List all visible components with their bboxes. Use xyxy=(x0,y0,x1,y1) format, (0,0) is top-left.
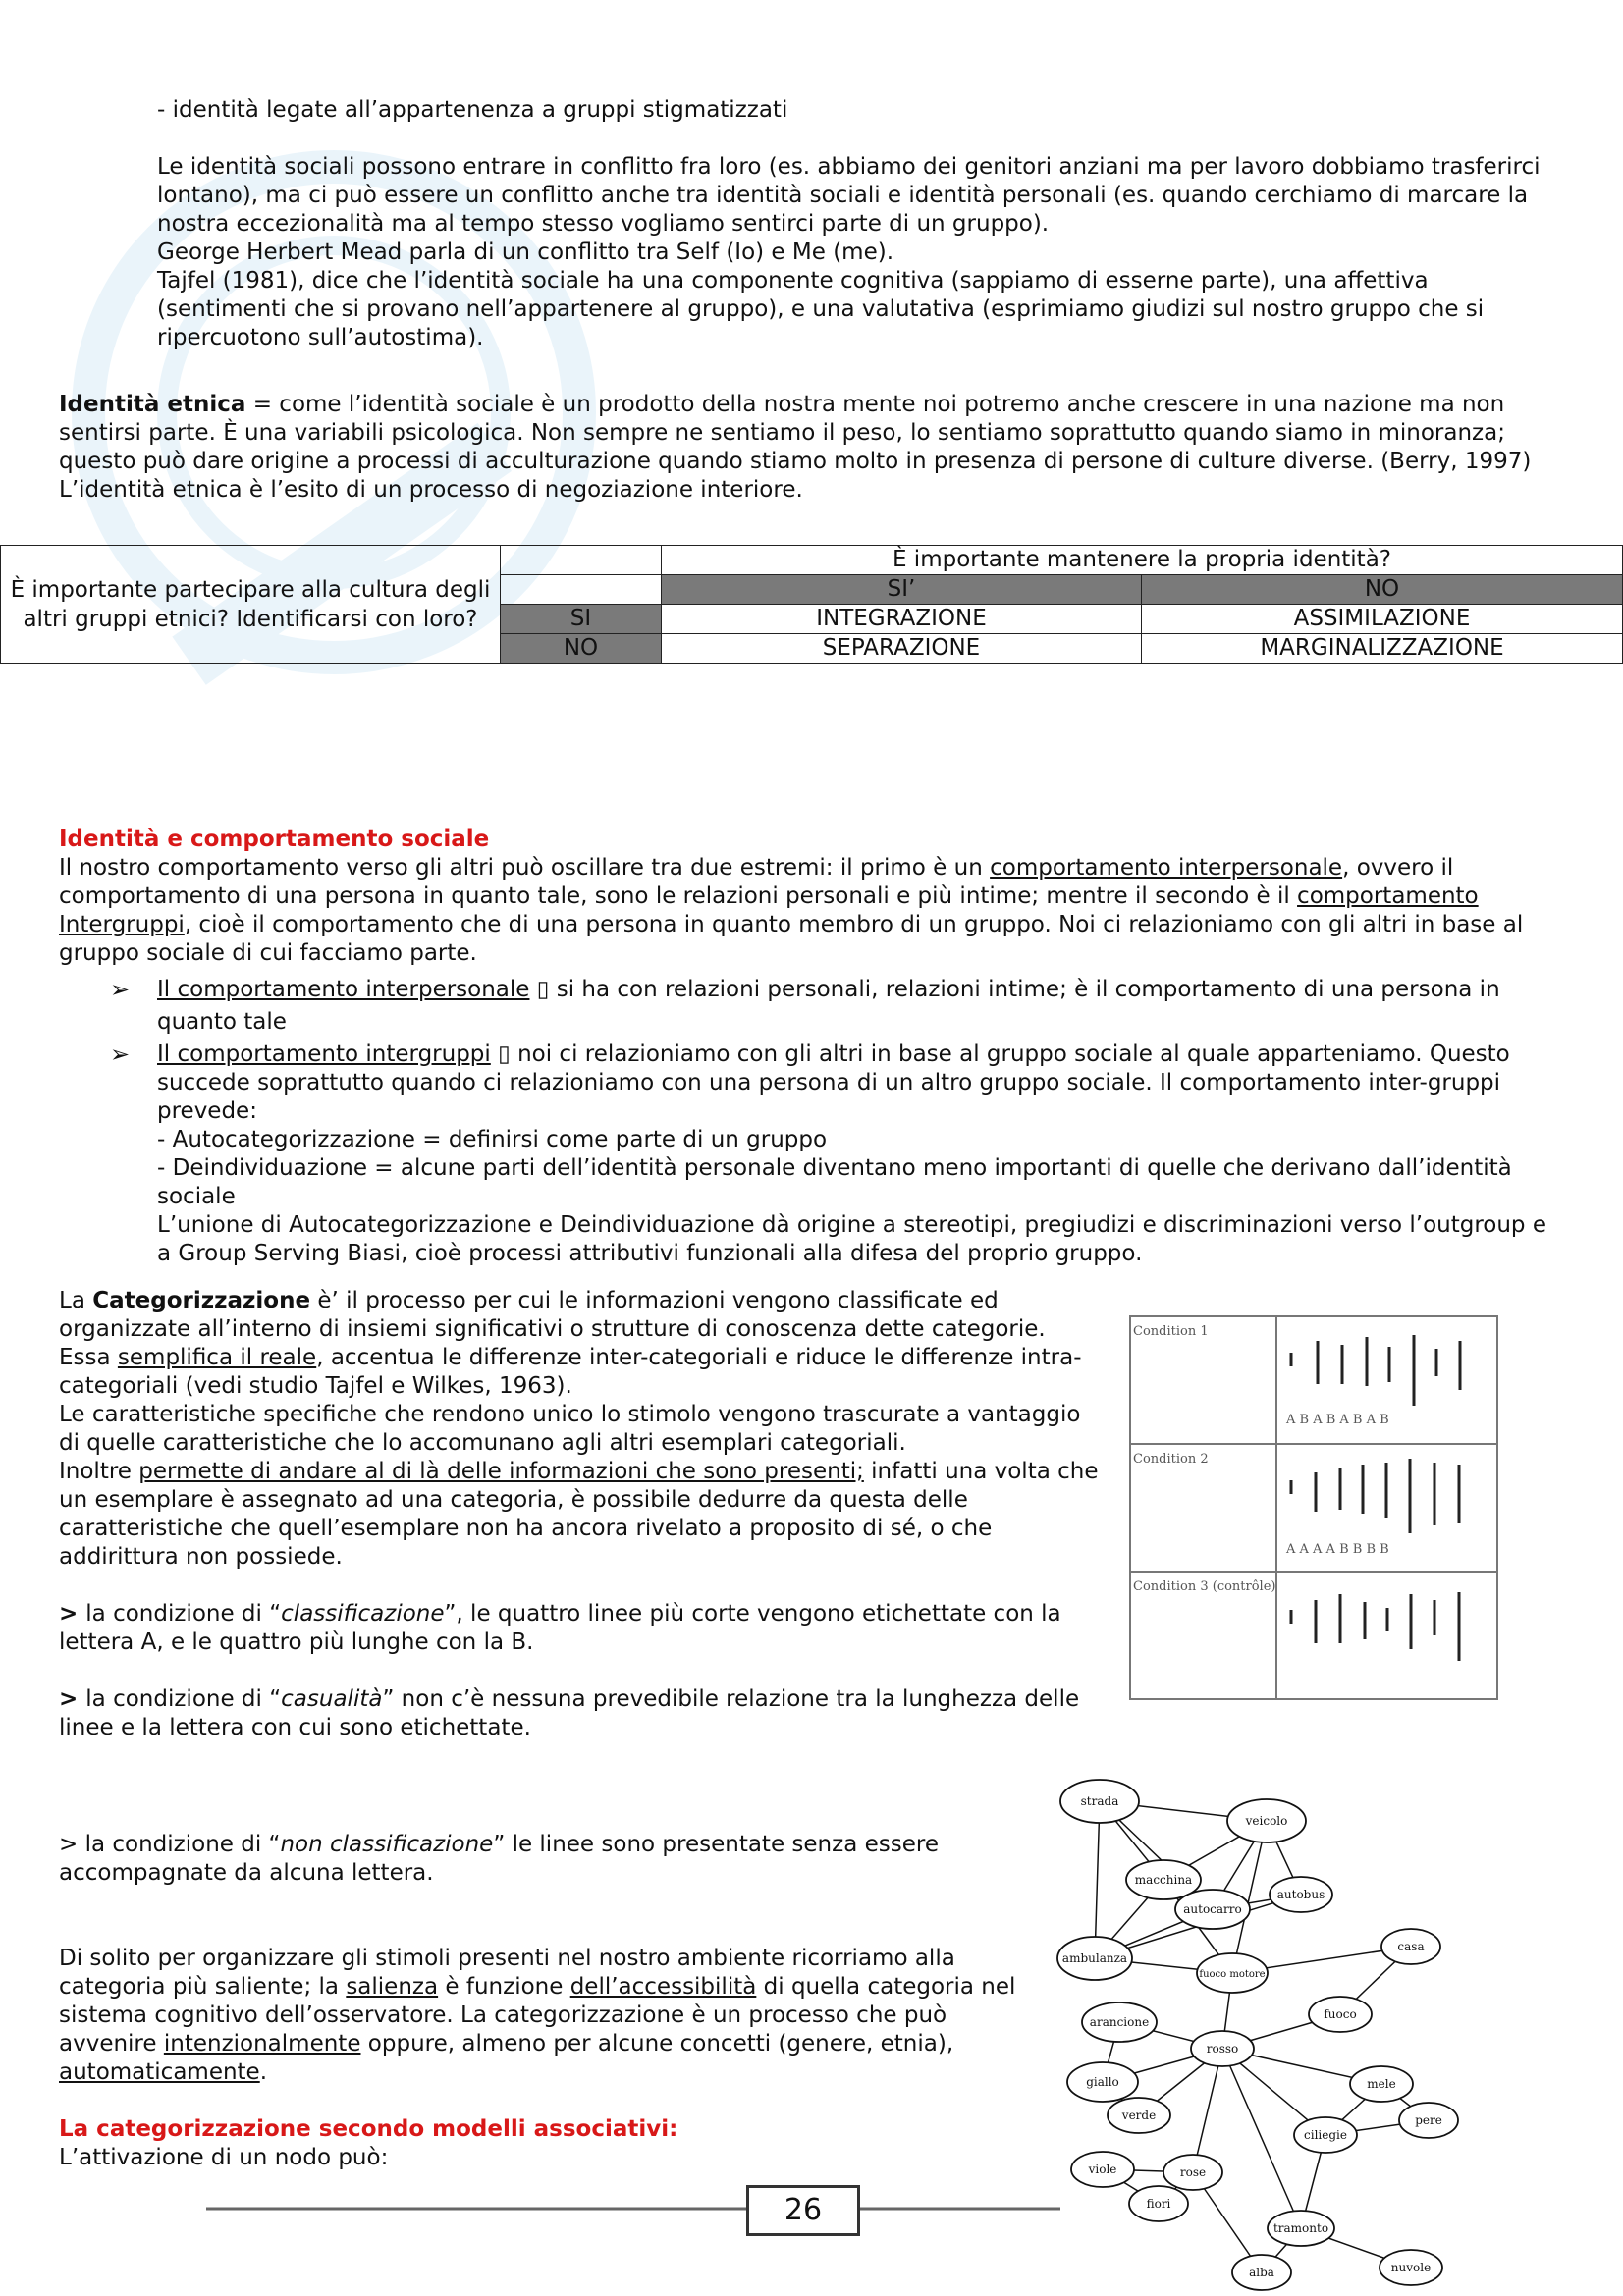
node-label: autobus xyxy=(1276,1888,1325,1901)
salienza-paragraph xyxy=(59,1945,1031,2087)
mead-paragraph: George Herbert Mead parla di un conflitto tra Self (Io) e Me (me). xyxy=(157,240,894,265)
node-label: fuoco xyxy=(1324,2007,1357,2021)
underlined-phrase: dell’accessibilità xyxy=(569,1974,757,2000)
categ-term: Categorizzazione xyxy=(92,1288,311,1313)
bullet-label: Il comportamento intergruppi xyxy=(157,1041,491,1067)
node-label: fiori xyxy=(1146,2197,1171,2211)
text-run: oppure, almeno per alcune concetti (genere, etnia), xyxy=(360,2031,954,2056)
text-run: > la condizione di “ xyxy=(59,1832,281,1857)
text-run: La xyxy=(59,1288,93,1313)
text-run: ” le linee sono presentate senza essere accompagnate da alcuna lettera. xyxy=(59,1832,939,1886)
node-label: pere xyxy=(1415,2113,1442,2127)
node-label: arancione xyxy=(1089,2015,1150,2029)
node-label: autocarro xyxy=(1183,1902,1242,1916)
deindividuazione-line: - Deindividuazione = alcune parti dell’identità personale diventano meno importanti di quelle che derivano dall’identità sociale xyxy=(157,1155,1512,1209)
node-label: strada xyxy=(1080,1794,1119,1808)
node-label: alba xyxy=(1249,2266,1274,2279)
union-line: L’unione di Autocategorizzazione e Deindividuazione dà origine a stereotipi, pregiudizi e discriminazioni verso l’outgroup e a Group Serving Biasi, cioè processi attributivi funzionali alla difesa del proprio gruppo. xyxy=(157,1212,1546,1266)
underlined-phrase: intenzionalmente xyxy=(163,2031,361,2056)
categ-p1 xyxy=(59,1287,1100,1344)
node-label: tramonto xyxy=(1272,2221,1329,2235)
text-run: è’ il processo per cui le informazioni vengono classificate ed organizzate all’interno di insiemi significativi o strutture di conoscenza dette categorie. xyxy=(59,1288,1046,1342)
etnica-paragraph xyxy=(59,391,1551,476)
text-run: di quella categoria nel sistema cognitivo dell’osservatore. La categorizzazione è un processo che può avvenire xyxy=(59,1974,1016,2056)
conflict-paragraph: Le identità sociali possono entrare in conflitto fra loro (es. abbiamo dei genitori anziani ma per lavoro dobbiamo trasferirci lontano), ma ci può essere un conflitto anche tra identità sociali e identità personali (es. quando cerchiamo di marcare la nostra eccezionalità ma al tempo stesso vogliamo sentirci parte di un gruppo). xyxy=(157,154,1541,237)
condition-non-classificazione xyxy=(59,1831,1031,1888)
node-label: giallo xyxy=(1086,2075,1119,2089)
bullet-interpersonale xyxy=(110,974,1551,1039)
cell-assimilazione: ASSIMILAZIONE xyxy=(1142,605,1623,634)
node-label: nuvole xyxy=(1390,2261,1432,2274)
cell-marginalizzazione: MARGINALIZZAZIONE xyxy=(1142,634,1623,664)
node-label: verde xyxy=(1121,2109,1157,2122)
etnica-term: Identità etnica xyxy=(59,392,246,417)
text-run: ” non c’è nessuna prevedibile relazione tra la lunghezza delle linee e la lettera con cui sono etichettate. xyxy=(59,1686,1080,1740)
comportamento-paragraph xyxy=(59,854,1551,968)
cell-separazione: SEPARAZIONE xyxy=(662,634,1142,664)
comportamento-heading: Identità e comportamento sociale xyxy=(59,827,490,852)
text-run: è funzione xyxy=(438,1974,570,2000)
autocategorizzazione-line: - Autocategorizzazione = definirsi come parte di un gruppo xyxy=(157,1127,828,1152)
node-label: macchina xyxy=(1134,1873,1193,1887)
row-no: NO xyxy=(501,634,662,664)
condition-classificazione xyxy=(59,1600,1100,1657)
etnica-line2: L’identità etnica è l’esito di un processo di negoziazione interiore. xyxy=(59,477,803,503)
term-intergruppi: comportamento Intergruppi xyxy=(59,883,1479,937)
attivazione-line: L’attivazione di un nodo può: xyxy=(59,2145,389,2170)
node-label: ciliegie xyxy=(1304,2128,1347,2142)
text-run: infatti una volta che un esemplare è assegnato ad una categoria, è possibile dedurre da questa delle caratteristiche che quell’esemplare non ha ancora rivelato a proposito di sé, o che addirittura non possiede. xyxy=(59,1459,1099,1570)
col-si: SI’ xyxy=(662,575,1142,605)
term-interpersonale: comportamento interpersonale xyxy=(990,855,1343,881)
associative-network-figure xyxy=(1055,1772,1497,2296)
text-run: , accentua le differenze inter-categoriali e riduce le differenze intra-categoriali (vedi studio Tajfel e Wilkes, 1963). xyxy=(59,1345,1082,1399)
col-no: NO xyxy=(1142,575,1623,605)
condition-3-label: Condition 3 (contrôle) xyxy=(1133,1579,1276,1594)
categorizzazione-section xyxy=(59,1287,1100,1771)
italic-term: non classificazione xyxy=(280,1832,494,1857)
row-si: SI xyxy=(501,605,662,634)
node-label: rose xyxy=(1179,2165,1207,2179)
underlined-phrase: semplifica il reale xyxy=(117,1345,317,1370)
etnica-section xyxy=(59,391,1551,505)
node-label: viole xyxy=(1088,2163,1117,2176)
node-label: ambulanza xyxy=(1061,1951,1128,1965)
top-section xyxy=(157,96,1551,352)
comportamento-section xyxy=(59,826,1551,968)
acculturation-table xyxy=(0,545,1623,664)
text-run: la condizione di “ xyxy=(85,1686,282,1712)
text-run: . xyxy=(259,2059,268,2085)
node-label: mele xyxy=(1367,2077,1396,2091)
tajfel-wilkes-figure xyxy=(1129,1315,1498,1700)
arrow-bullet-icon: ➢ xyxy=(110,1041,131,1068)
footer-rule xyxy=(206,2184,1060,2233)
node-label: casa xyxy=(1397,1940,1425,1953)
page-number: 26 xyxy=(746,2185,860,2236)
bullet-intergruppi xyxy=(110,1041,1551,1268)
text-run: , ovvero il comportamento di una persona in quanto tale, sono le relazioni personali e più intime; mentre il secondo è il xyxy=(59,855,1454,909)
text-run: Di solito per organizzare gli stimoli presenti nel nostro ambiente ricorriamo alla categoria più saliente; la xyxy=(59,1946,955,2000)
categorizzazione-section-2 xyxy=(59,1831,1031,2172)
network-nodes xyxy=(1057,1780,1458,2290)
underlined-phrase: salienza xyxy=(346,1974,439,2000)
bullet-text: ▯ noi ci relazioniamo con gli altri in base al gruppo sociale al quale apparteniamo. Questo succede soprattutto quando ci relazioniamo con una persona di un altro gruppo sociale. Il comportamento inter-gruppi prevede: xyxy=(157,1041,1510,1124)
bullet-label: Il comportamento interpersonale xyxy=(157,977,530,1002)
row-question: È importante partecipare alla cultura degli altri gruppi etnici? Identificarsi con loro? xyxy=(1,546,501,664)
underlined-phrase: automaticamente xyxy=(59,2059,260,2085)
italic-term: classificazione xyxy=(281,1601,445,1627)
text-run: ”, le quattro linee più corte vengono etichettate con la lettera A, e le quattro più lunghe con la B. xyxy=(59,1601,1061,1655)
underlined-phrase: permette di andare al di là delle informazioni che sono presenti; xyxy=(138,1459,864,1484)
categ-p2 xyxy=(59,1344,1100,1401)
text-run: > xyxy=(59,1601,86,1627)
cell-integrazione: INTEGRAZIONE xyxy=(662,605,1142,634)
text-run: la condizione di “ xyxy=(85,1601,282,1627)
condition-1-label: Condition 1 xyxy=(1133,1324,1209,1339)
text-run: > xyxy=(59,1686,86,1712)
bullet-list xyxy=(110,974,1551,1268)
etnica-text: = come l’identità sociale è un prodotto della nostra mente noi potremo anche crescere in una nazione ma non sentirsi parte. È una variabili psicologica. Non sempre ne sentiamo il peso, lo sentiamo soprattutto quando siamo in minoranza; questo può dare origine a processi di acculturazione quando stiamo molto in presenza di persone di culture diverse. (Berry, 1997) xyxy=(59,392,1532,474)
node-label: fuoco motore xyxy=(1199,1969,1266,1980)
col-question: È importante mantenere la propria identità? xyxy=(662,546,1623,575)
categ-p3: Le caratteristiche specifiche che rendono unico lo stimolo vengono trascurate a vantaggio di quelle caratteristiche che lo accomunano agli altri esemplari categoriali. xyxy=(59,1402,1081,1456)
text-run: Essa xyxy=(59,1345,118,1370)
bullet-text: ▯ si ha con relazioni personali, relazioni intime; è il comportamento di una persona in quanto tale xyxy=(157,977,1500,1035)
text-run: Il nostro comportamento verso gli altri può oscillare tra due estremi: il primo è un xyxy=(59,855,991,881)
stigma-item: - identità legate all’appartenenza a gruppi stigmatizzati xyxy=(157,97,788,123)
text-run: , cioè il comportamento che di una persona in quanto membro di un gruppo. Noi ci relazioniamo con gli altri in base al gruppo sociale di cui facciamo parte. xyxy=(59,912,1524,966)
categ-p4 xyxy=(59,1458,1100,1572)
condition-casualita xyxy=(59,1685,1100,1742)
empty-cell xyxy=(501,546,662,575)
condition-1-letters: A B A B A B A B xyxy=(1286,1413,1389,1427)
condition-2-label: Condition 2 xyxy=(1133,1452,1209,1467)
condition-2-letters: A A A A B B B B xyxy=(1286,1542,1389,1557)
italic-term: casualità xyxy=(281,1686,383,1712)
node-label: rosso xyxy=(1206,2042,1239,2056)
text-run: Inoltre xyxy=(59,1459,139,1484)
associativi-heading: La categorizzazione secondo modelli associativi: xyxy=(59,2116,678,2142)
node-label: veicolo xyxy=(1245,1814,1288,1828)
arrow-bullet-icon: ➢ xyxy=(110,976,131,1003)
empty-cell xyxy=(501,575,662,605)
tajfel-paragraph: Tajfel (1981), dice che l’identità sociale ha una componente cognitiva (sappiamo di esserne parte), una affettiva (sentimenti che si provano nell’appartenere al gruppo), e una valutativa (esprimiamo giudizi sul nostro gruppo che si ripercuotono sull’autostima). xyxy=(157,268,1485,350)
